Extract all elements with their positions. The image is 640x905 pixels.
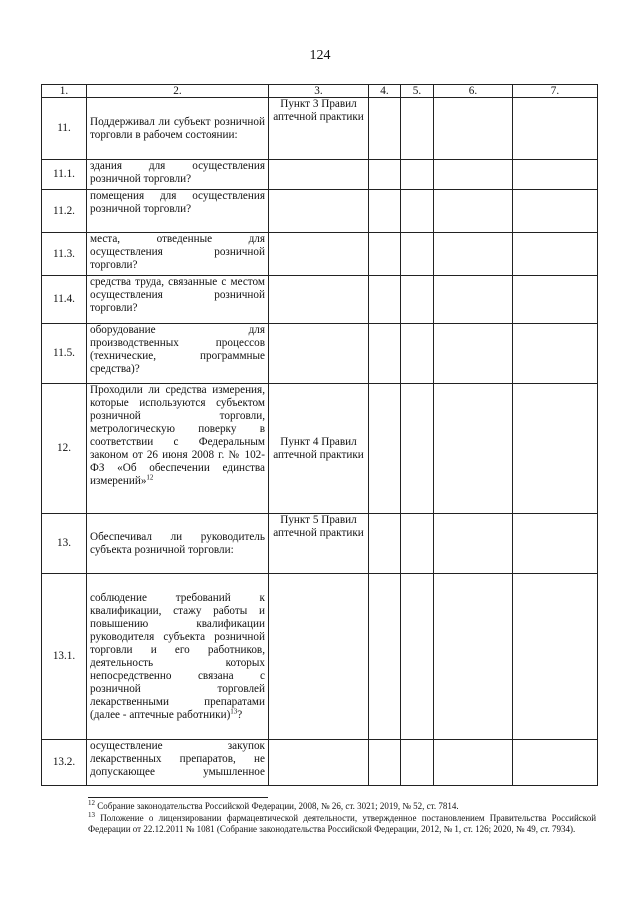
- footnote: [88, 810, 597, 836]
- row-number: 11.1.: [42, 160, 87, 190]
- question-text: [87, 384, 269, 514]
- row-number: 11.5.: [42, 324, 87, 384]
- table-row: [42, 190, 598, 233]
- table-row: [42, 233, 598, 276]
- column-header: 1.: [42, 85, 87, 98]
- row-number: 12.: [42, 384, 87, 514]
- checklist-table: [41, 84, 598, 786]
- row-number: 11.4.: [42, 276, 87, 324]
- footnote-marker: 12: [146, 473, 154, 482]
- footnote-text: Собрание законодательства Российской Федерации, 2008, № 26, ст. 3021; 2019, № 52, ст. 7814.: [97, 801, 459, 811]
- table-row: [42, 98, 598, 160]
- question-text: средства труда, связанные с местом осуществления розничной торговли?: [87, 276, 269, 324]
- page-number: 124: [309, 48, 331, 63]
- question-text: [87, 574, 269, 740]
- row-number: 13.: [42, 514, 87, 574]
- question-body: соблюдение требований к квалификации, стажу работы и повышению квалификации руководителя субъекта розничной торговли и его работников, деятельность которых непосредственно связана с розничной торговлей лекарственными препаратами (далее - аптечные работники): [90, 591, 265, 721]
- column-header: 3.: [269, 85, 369, 98]
- row-number: 13.2.: [42, 740, 87, 786]
- column-header: 5.: [401, 85, 434, 98]
- question-text: места, отведенные для осуществления розничной торговли?: [87, 233, 269, 276]
- row-number: 13.1.: [42, 574, 87, 740]
- question-text: здания для осуществления розничной торговли?: [87, 160, 269, 190]
- table-header-row: [42, 85, 598, 98]
- legal-reference: Пункт 5 Правил аптечной практики: [269, 514, 369, 574]
- footnote-mark: 13: [88, 810, 95, 819]
- question-tail: ?: [237, 708, 243, 721]
- footnote-separator: [88, 797, 268, 798]
- footnote-mark: 12: [88, 799, 95, 807]
- column-header: 4.: [369, 85, 401, 98]
- question-text: Поддерживал ли субъект розничной торговли в рабочем состоянии:: [87, 98, 269, 160]
- question-text: осуществление закупок лекарственных препаратов, не допускающее умышленное: [87, 740, 269, 786]
- footnote-text: Положение о лицензировании фармацевтической деятельности, утвержденное постановлением Правительства Российской Федерации от 22.12.2011 № 1081 (Собрание законодательства Российской Федерации, 2012, № 1, ст. 126; 2020, № 49, ст. 7934).: [88, 812, 597, 835]
- row-number: 11.3.: [42, 233, 87, 276]
- question-text: оборудование для производственных процессов (технические, программные средства)?: [87, 324, 269, 384]
- table-row: [42, 384, 598, 514]
- question-text: Обеспечивал ли руководитель субъекта розничной торговли:: [87, 514, 269, 574]
- row-number: 11.2.: [42, 190, 87, 233]
- table-row: [42, 740, 598, 786]
- footnote-marker: 13: [230, 706, 238, 715]
- column-header: 7.: [513, 85, 598, 98]
- question-text: помещения для осуществления розничной торговли?: [87, 190, 269, 233]
- legal-reference: Пункт 3 Правил аптечной практики: [269, 98, 369, 160]
- table-row: [42, 574, 598, 740]
- table-row: [42, 514, 598, 574]
- footnote: [88, 801, 596, 813]
- table-row: [42, 276, 598, 324]
- question-body: Проходили ли средства измерения, которые используются субъектом розничной торговли, метрологическую поверку в соответствии с Федеральным законом от 26 июня 2008 г. № 102-ФЗ «Об обеспечении единства измерений»: [90, 384, 265, 487]
- table-row: [42, 324, 598, 384]
- row-number: 11.: [42, 98, 87, 160]
- legal-reference: Пункт 4 Правил аптечной практики: [269, 384, 369, 514]
- column-header: 2.: [87, 85, 269, 98]
- table-row: [42, 160, 598, 190]
- footnotes: [88, 801, 596, 836]
- column-header: 6.: [434, 85, 513, 98]
